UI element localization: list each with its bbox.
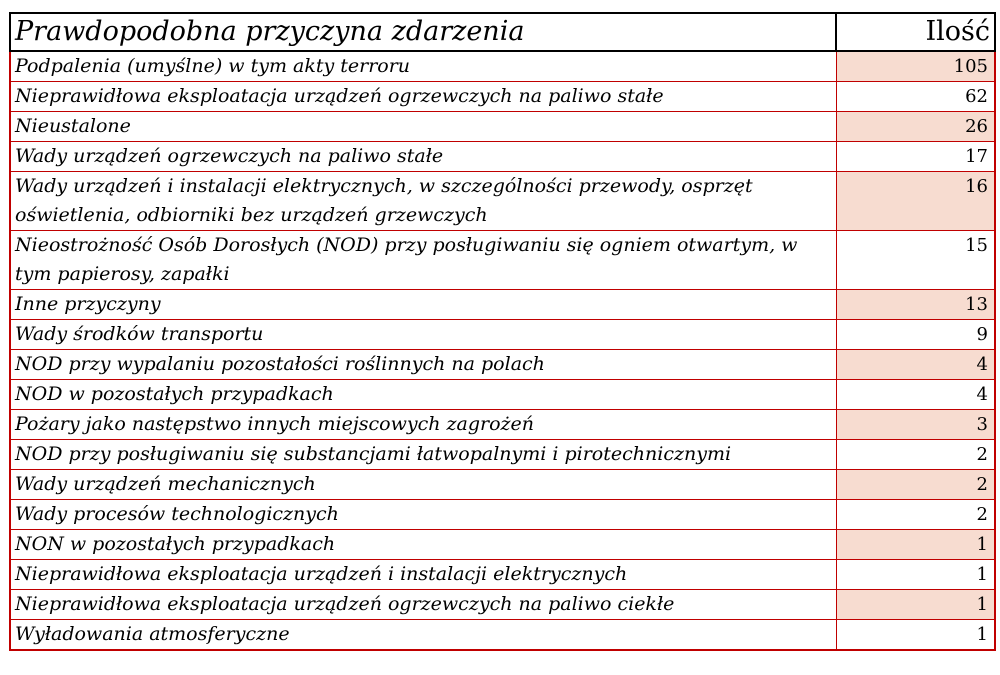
table-row xyxy=(10,142,995,172)
count-cell: 4 xyxy=(836,380,995,410)
table-row xyxy=(10,380,995,410)
table-row xyxy=(10,82,995,112)
cause-cell: NOD przy wypalaniu pozostałości roślinnych na polach xyxy=(10,350,836,380)
table-body xyxy=(10,51,995,650)
fire-causes-table xyxy=(9,12,996,651)
cause-cell: Nieprawidłowa eksploatacja urządzeń ogrzewczych na paliwo ciekłe xyxy=(10,590,836,620)
cause-cell: NON w pozostałych przypadkach xyxy=(10,530,836,560)
cause-cell: Nieprawidłowa eksploatacja urządzeń ogrzewczych na paliwo stałe xyxy=(10,82,836,112)
table-row xyxy=(10,172,995,231)
cause-cell: Wady urządzeń ogrzewczych na paliwo stałe xyxy=(10,142,836,172)
cause-cell: Inne przyczyny xyxy=(10,290,836,320)
count-cell: 15 xyxy=(836,231,995,290)
count-cell: 4 xyxy=(836,350,995,380)
cause-cell: Wady urządzeń i instalacji elektrycznych, w szczególności przewody, osprzęt oświetlenia, odbiorniki bez urządzeń grzewczych xyxy=(10,172,836,231)
table-row xyxy=(10,231,995,290)
cause-cell: Wyładowania atmosferyczne xyxy=(10,620,836,651)
table-row xyxy=(10,530,995,560)
count-cell: 26 xyxy=(836,112,995,142)
table-row xyxy=(10,112,995,142)
cause-cell: Wady procesów technologicznych xyxy=(10,500,836,530)
table-row xyxy=(10,350,995,380)
table-row xyxy=(10,620,995,651)
count-cell: 16 xyxy=(836,172,995,231)
cause-cell: Wady środków transportu xyxy=(10,320,836,350)
count-cell: 17 xyxy=(836,142,995,172)
table-row xyxy=(10,500,995,530)
cause-cell: Podpalenia (umyślne) w tym akty terroru xyxy=(10,51,836,82)
column-header-cause: Prawdopodobna przyczyna zdarzenia xyxy=(10,13,836,51)
count-cell: 1 xyxy=(836,590,995,620)
cause-cell: Wady urządzeń mechanicznych xyxy=(10,470,836,500)
table-row xyxy=(10,440,995,470)
count-cell: 1 xyxy=(836,620,995,651)
count-cell: 2 xyxy=(836,470,995,500)
table-row xyxy=(10,470,995,500)
count-cell: 3 xyxy=(836,410,995,440)
count-cell: 1 xyxy=(836,530,995,560)
table-row xyxy=(10,560,995,590)
count-cell: 13 xyxy=(836,290,995,320)
count-cell: 2 xyxy=(836,440,995,470)
cause-cell: Nieustalone xyxy=(10,112,836,142)
fire-causes-table-container xyxy=(9,12,994,651)
table-row xyxy=(10,290,995,320)
cause-cell: Nieprawidłowa eksploatacja urządzeń i instalacji elektrycznych xyxy=(10,560,836,590)
cause-cell: NOD przy posługiwaniu się substancjami łatwopalnymi i pirotechnicznymi xyxy=(10,440,836,470)
table-header-row xyxy=(10,13,995,51)
table-row xyxy=(10,410,995,440)
cause-cell: Pożary jako następstwo innych miejscowych zagrożeń xyxy=(10,410,836,440)
count-cell: 62 xyxy=(836,82,995,112)
count-cell: 2 xyxy=(836,500,995,530)
cause-cell: Nieostrożność Osób Dorosłych (NOD) przy posługiwaniu się ogniem otwartym, w tym papierosy, zapałki xyxy=(10,231,836,290)
column-header-count: Ilość xyxy=(836,13,995,51)
count-cell: 1 xyxy=(836,560,995,590)
cause-cell: NOD w pozostałych przypadkach xyxy=(10,380,836,410)
table-row xyxy=(10,590,995,620)
table-row xyxy=(10,320,995,350)
table-row xyxy=(10,51,995,82)
count-cell: 9 xyxy=(836,320,995,350)
count-cell: 105 xyxy=(836,51,995,82)
